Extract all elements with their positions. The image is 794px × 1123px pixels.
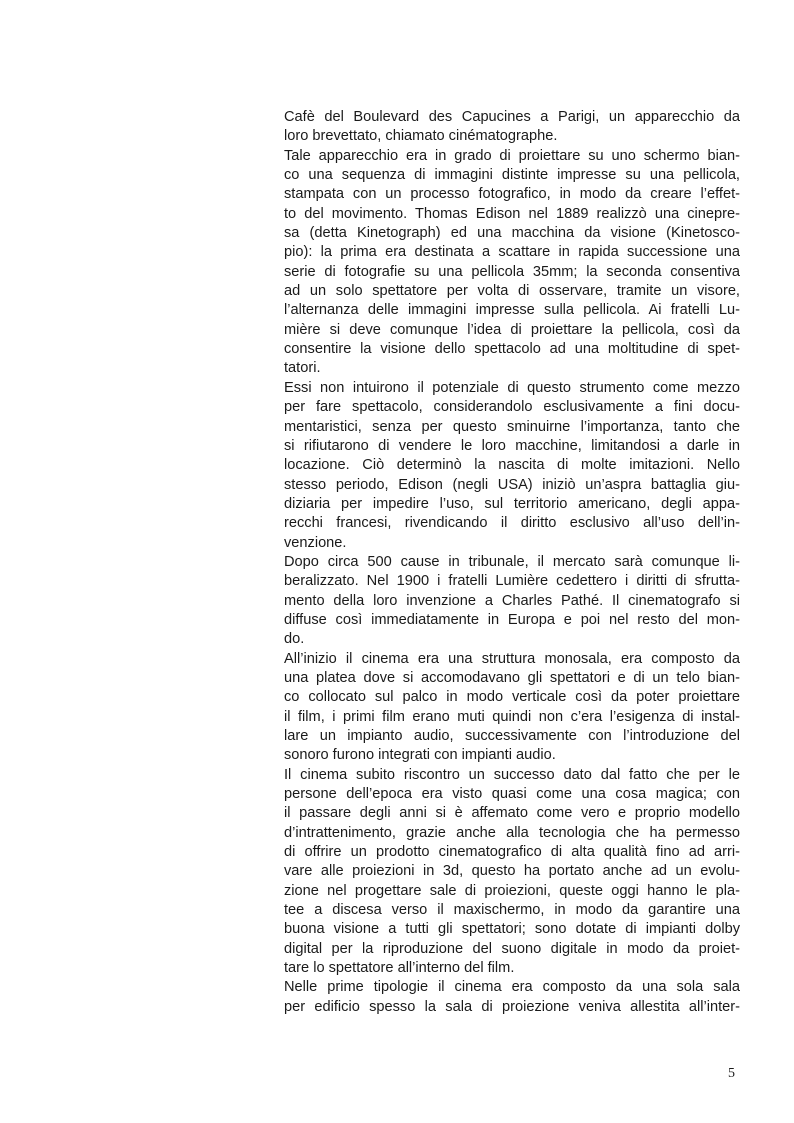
text-line: mentaristici, senza per questo sminuirne l’importanza, tanto che: [284, 418, 740, 435]
text-line: diffuse così immediatamente in Europa e poi nel resto del mon-: [284, 611, 740, 628]
paragraph: [284, 766, 740, 979]
text-line: l’alternanza delle immagini impresse sulla pellicola. Ai fratelli Lu-: [284, 302, 740, 319]
paragraph: [284, 108, 740, 147]
text-line: sonoro furono integrati con impianti audio.: [284, 747, 556, 764]
text-line: locazione. Ciò determinò la nascita di molte imitazioni. Nello: [284, 457, 740, 474]
text-line: ad un solo spettatore per volta di osservare, tramite un visore,: [284, 283, 740, 300]
text-line: il passare degli anni si è affemato come vero e proprio modello: [284, 805, 740, 822]
text-line: stampata con un processo fotografico, in modo da creare l’effet-: [284, 186, 740, 203]
text-line: lare un impianto audio, successivamente con l’introduzione del: [284, 728, 740, 744]
text-line: Cafè del Boulevard des Capucines a Parigi, un apparecchio da: [284, 109, 740, 125]
text-line: vare alle proiezioni in 3d, questo ha portato anche ad un evolu-: [284, 863, 740, 880]
text-line: buona visione a tutti gli spettatori; sono dotate di impianti dolby: [284, 921, 740, 938]
text-line: diziaria per impedire l’uso, sul territorio americano, degli appa-: [284, 495, 740, 512]
text-line: tee a discesa verso il maxischermo, in modo da garantire una: [284, 902, 740, 919]
text-line: Dopo circa 500 cause in tribunale, il mercato sarà comunque li-: [284, 553, 740, 570]
text-line: recchi francesi, rivendicando il diritto esclusivo all’uso dell’in-: [284, 515, 740, 532]
text-line: digital per la riproduzione del suono digitale in modo da proiet-: [284, 940, 740, 957]
text-line: co una sequenza di immagini distinte impresse su una pellicola,: [284, 167, 740, 184]
text-line: Essi non intuirono il potenziale di questo strumento come mezzo: [284, 379, 740, 396]
paragraph: [284, 553, 740, 650]
text-line: loro brevettato, chiamato cinématographe.: [284, 128, 558, 145]
text-line: co collocato sul palco in modo verticale così da poter proiettare: [284, 689, 740, 706]
text-line: pio): la prima era destinata a scattare in rapida successione una: [284, 244, 740, 261]
text-line: consentire la visione dello spettacolo ad una moltitudine di spet-: [284, 341, 740, 358]
body-text: [284, 108, 740, 1017]
text-line: sa (detta Kinetograph) ed una macchina da visione (Kinetosco-: [284, 225, 740, 242]
paragraph: [284, 147, 740, 379]
text-line: d’intrattenimento, grazie anche alla tecnologia che ha permesso: [284, 824, 740, 841]
paragraph: [284, 379, 740, 553]
text-line: All’inizio il cinema era una struttura monosala, era composto da: [284, 650, 740, 667]
text-line: si rifiutarono di vendere le loro macchine, limitandosi a darle in: [284, 437, 740, 454]
text-line: beralizzato. Nel 1900 i fratelli Lumière cedettero i diritti di sfrutta-: [284, 573, 740, 590]
page-number: 5: [728, 1066, 735, 1081]
text-line: mento della loro invenzione a Charles Pathé. Il cinematografo si: [284, 592, 740, 609]
text-line: tatori.: [284, 360, 321, 377]
text-line: stesso periodo, Edison (negli USA) iniziò un’aspra battaglia giu-: [284, 476, 740, 493]
text-line: Il cinema subito riscontro un successo dato dal fatto che per le: [284, 766, 740, 783]
text-line: venzione.: [284, 534, 347, 551]
text-line: il film, i primi film erano muti quindi non c’era l’esigenza di instal-: [284, 708, 740, 725]
text-line: to del movimento. Thomas Edison nel 1889 realizzò una cinepre-: [284, 205, 740, 222]
text-line: mière si deve comunque l’idea di proiettare la pellicola, così da: [284, 321, 740, 338]
text-line: serie di fotografie su una pellicola 35mm; la seconda consentiva: [284, 263, 740, 280]
text-line: per fare spettacolo, considerandolo esclusivamente a fini docu-: [284, 399, 740, 416]
text-line: zione nel progettare sale di proiezioni, queste oggi hanno le pla-: [284, 882, 740, 899]
text-line: persone dell’epoca era visto quasi come una cosa magica; con: [284, 786, 740, 803]
text-line: Nelle prime tipologie il cinema era composto da una sola sala: [284, 979, 740, 996]
text-line: una platea dove si accomodavano gli spettatori e di un telo bian-: [284, 669, 740, 686]
text-line: Tale apparecchio era in grado di proiettare su uno schermo bian-: [284, 147, 740, 164]
text-line: tare lo spettatore all’interno del film.: [284, 960, 515, 977]
text-line: do.: [284, 631, 305, 648]
text-line: di offrire un prodotto cinematografico di alta qualità fino ad arri-: [284, 844, 740, 861]
text-line: per edificio spesso la sala di proiezione veniva allestita all’inter-: [284, 998, 740, 1015]
paragraph: [284, 978, 740, 1017]
paragraph: [284, 650, 740, 766]
